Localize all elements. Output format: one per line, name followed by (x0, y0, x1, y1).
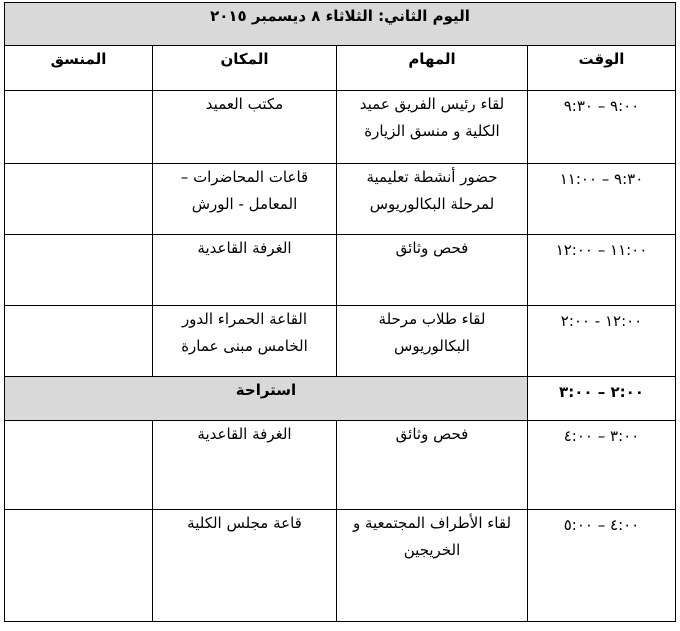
time-text: ٤:٠٠ – ٥:٠٠ (563, 516, 640, 534)
task-text: فحص وثائق (395, 239, 469, 257)
time-cell (528, 164, 676, 235)
time-text: ٣:٠٠ – ٤:٠٠ (563, 427, 640, 445)
table-row (5, 510, 676, 622)
table-row (5, 421, 676, 510)
place-cell (153, 510, 337, 622)
table-row (5, 306, 676, 377)
task-cell (337, 421, 528, 510)
header-place: المكان (153, 46, 337, 91)
task-text: لقاء رئيس الفريق عميد الكلية و منسق الزيارة (359, 95, 505, 140)
place-text: مكتب العميد (205, 95, 284, 113)
break-label: استراحة (5, 377, 528, 421)
coordinator-cell (5, 235, 153, 306)
time-text: ١٢:٠٠ - ٢:٠٠ (560, 312, 643, 330)
task-cell (337, 235, 528, 306)
header-time: الوقت (528, 46, 676, 91)
place-cell (153, 164, 337, 235)
time-cell (528, 510, 676, 622)
place-text: قاعات المحاضرات – المعامل - الورش (180, 168, 309, 213)
task-text: لقاء الأطراف المجتمعية و الخريجين (352, 514, 512, 559)
task-cell (337, 510, 528, 622)
header-tasks: المهام (337, 46, 528, 91)
place-text: القاعة الحمراء الدور الخامس مبنى عمارة (181, 310, 308, 355)
table-row (5, 235, 676, 306)
time-text: ١١:٠٠ – ١٢:٠٠ (555, 241, 648, 259)
table-row (5, 91, 676, 164)
day-title: اليوم الثاني: الثلاثاء ٨ ديسمبر ٢٠١٥ (5, 3, 676, 46)
time-cell (528, 421, 676, 510)
time-cell (528, 306, 676, 377)
task-cell (337, 164, 528, 235)
break-time-text: ٢:٠٠ – ٣:٠٠ (559, 383, 644, 401)
place-cell (153, 421, 337, 510)
place-text: الغرفة القاعدية (197, 239, 292, 257)
task-text: حضور أنشطة تعليمية لمرحلة البكالوريوس (366, 168, 498, 213)
place-text: قاعة مجلس الكلية (187, 514, 302, 532)
coordinator-cell (5, 510, 153, 622)
header-row (5, 46, 676, 91)
break-time-cell (528, 377, 676, 421)
table-row (5, 164, 676, 235)
place-cell (153, 306, 337, 377)
coordinator-cell (5, 164, 153, 235)
task-text: لقاء طلاب مرحلة البكالوريوس (378, 310, 486, 355)
place-cell (153, 235, 337, 306)
place-cell (153, 91, 337, 164)
task-cell (337, 306, 528, 377)
time-text: ٩:٣٠ – ١١:٠٠ (559, 170, 644, 188)
task-text: فحص وثائق (395, 425, 469, 443)
time-cell (528, 91, 676, 164)
title-row (5, 3, 676, 46)
coordinator-cell (5, 306, 153, 377)
time-text: ٩:٠٠ – ٩:٣٠ (563, 97, 640, 115)
schedule-table (4, 2, 676, 622)
header-coordinator: المنسق (5, 46, 153, 91)
time-cell (528, 235, 676, 306)
place-text: الغرفة القاعدية (197, 425, 292, 443)
coordinator-cell (5, 91, 153, 164)
coordinator-cell (5, 421, 153, 510)
break-row (5, 377, 676, 421)
task-cell (337, 91, 528, 164)
